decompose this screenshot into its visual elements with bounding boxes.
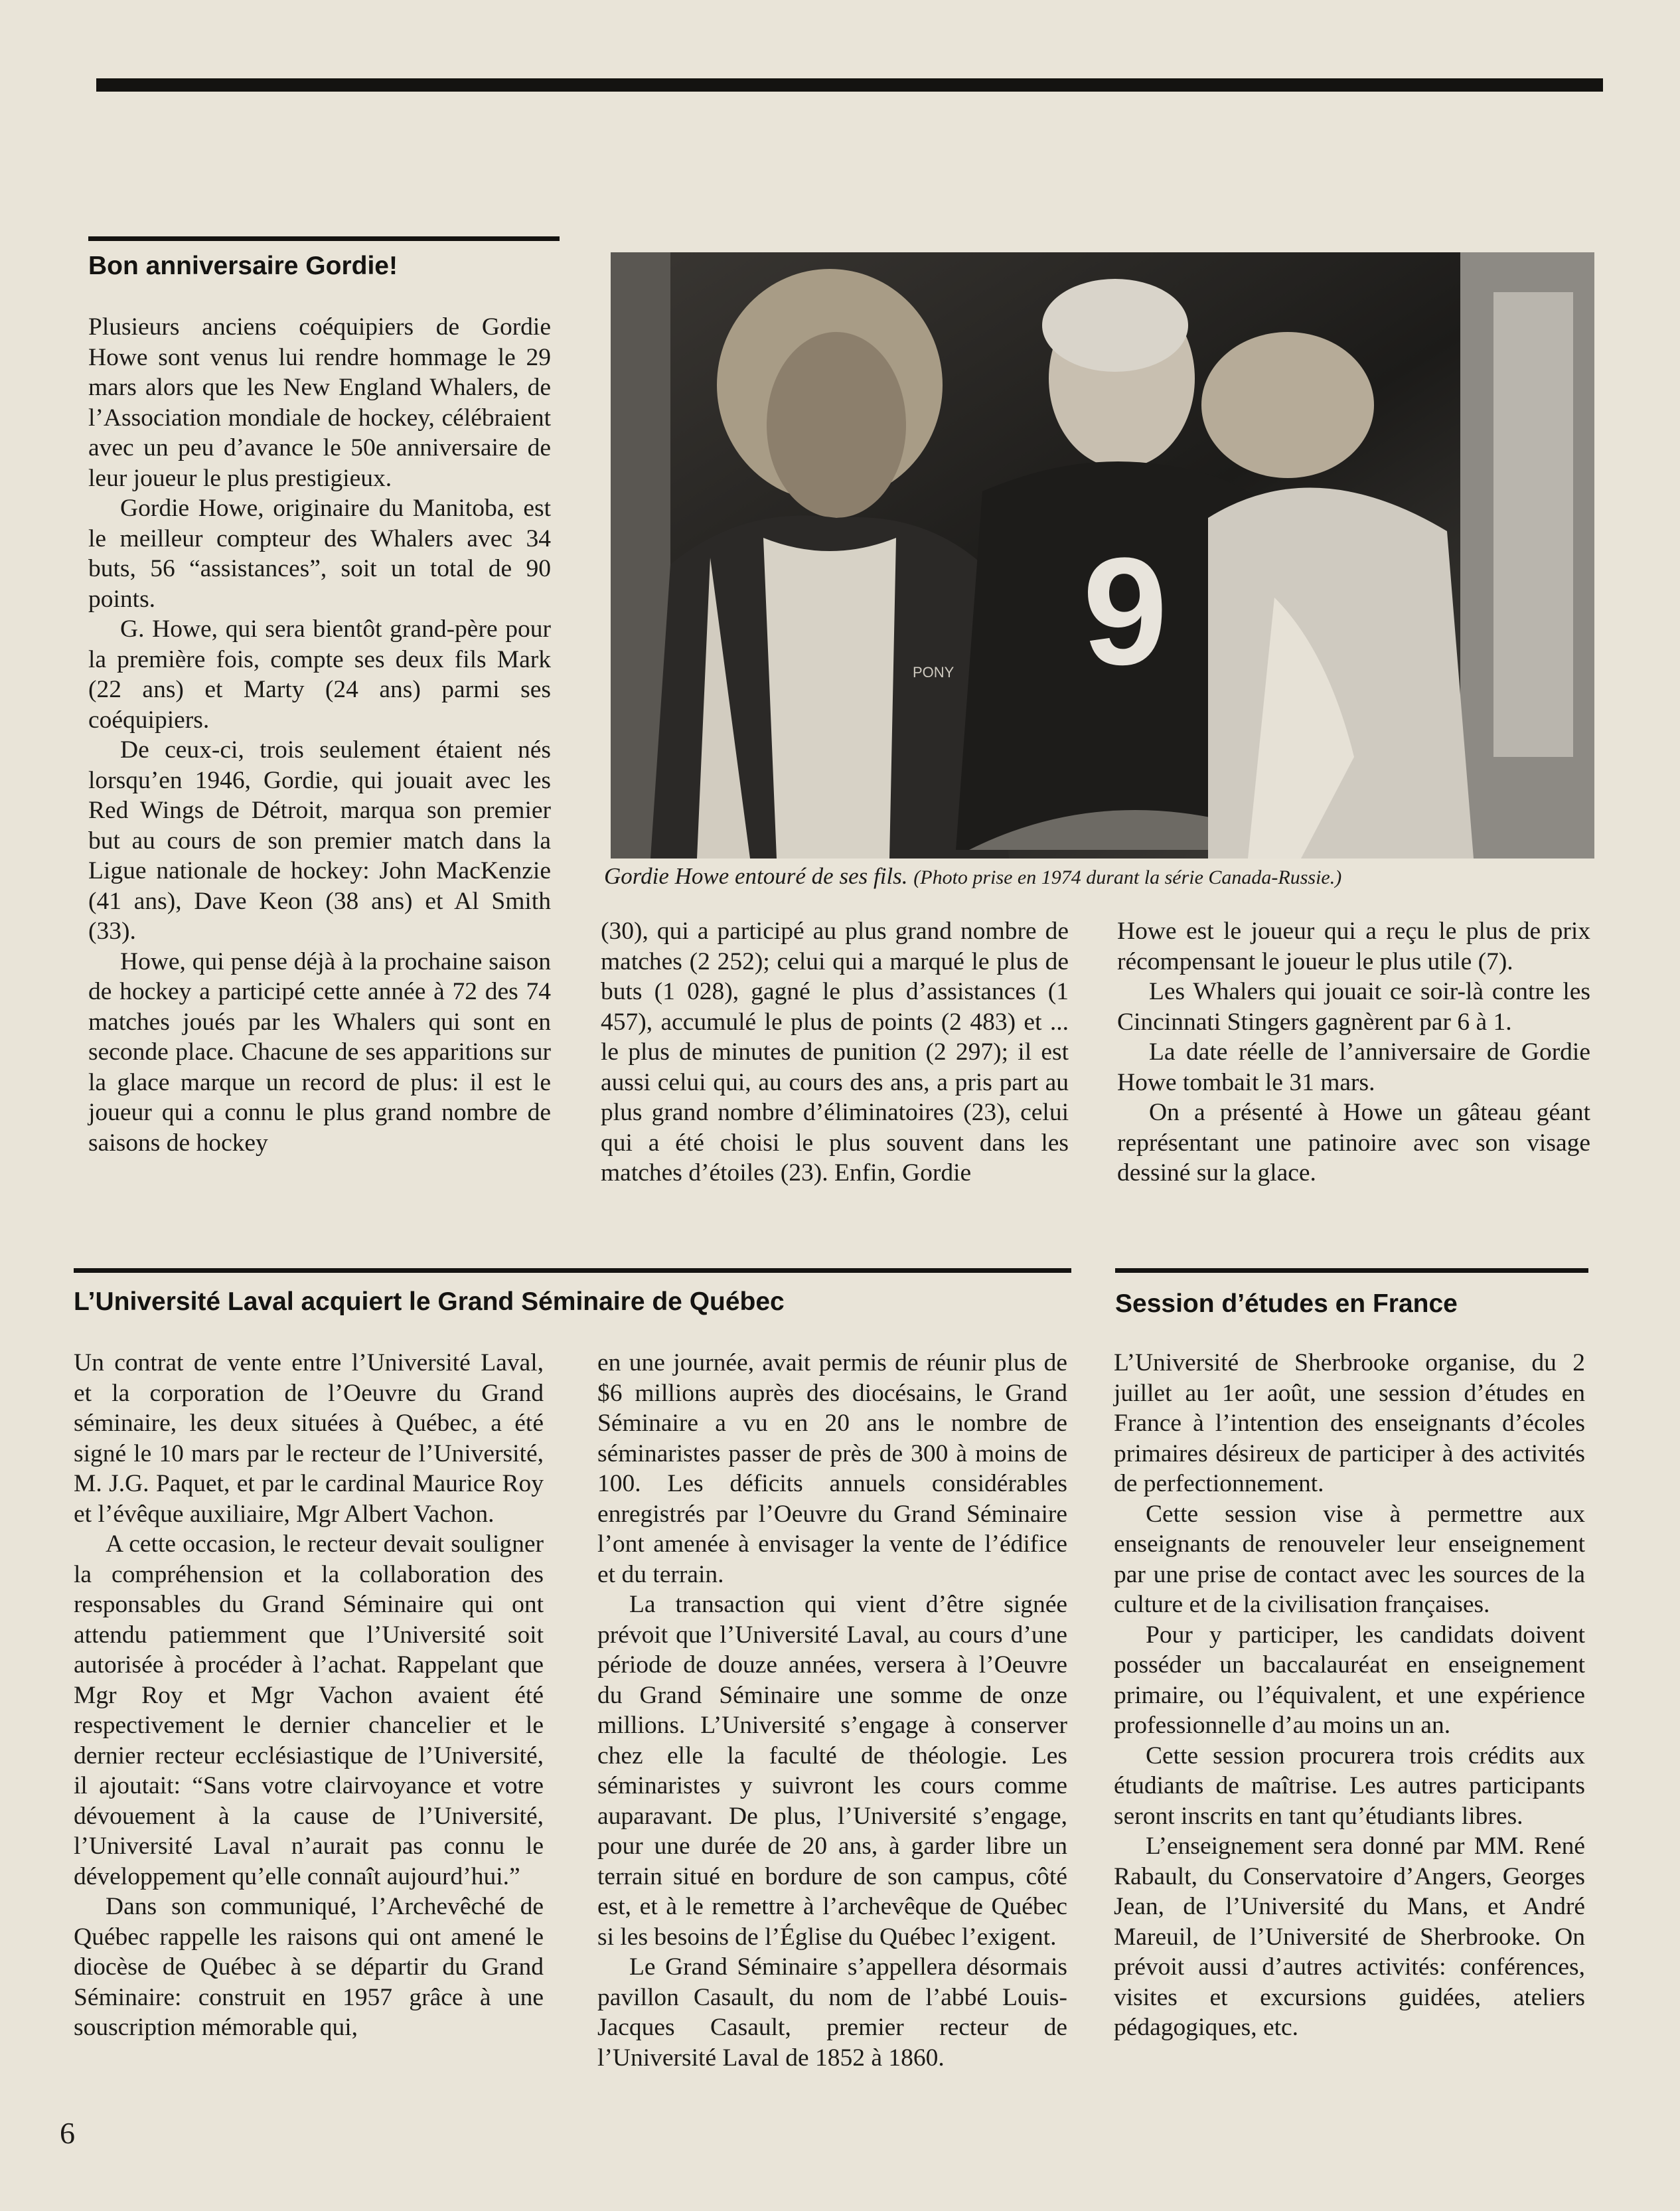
paragraph: On a présenté à Howe un gâteau géant représentant une patinoire avec son visage dessiné sur la glace. bbox=[1117, 1099, 1590, 1187]
paragraph: La date réelle de l’anniversaire de Gordie Howe tombait le 31 mars. bbox=[1117, 1038, 1590, 1096]
paragraph: Plusieurs anciens coéquipiers de Gordie Howe sont venus lui rendre hommage le 29 mars alors que les New England Whalers, de l’Association mondiale de hockey, célébraient avec un peu d’avance le 50e anniversaire de leur joueur le plus prestigieux. bbox=[88, 313, 551, 492]
gordie-column-1 bbox=[88, 312, 551, 1158]
section-rule bbox=[1115, 1268, 1588, 1273]
paragraph: Cette session vise à permettre aux enseignants de renouveler leur enseignement par une prise de contact avec les sources de la culture et de la civilisation françaises. bbox=[1114, 1500, 1585, 1618]
photo-image bbox=[611, 252, 1594, 859]
laval-column-2 bbox=[597, 1348, 1067, 2073]
france-column bbox=[1114, 1348, 1585, 2043]
paragraph: L’enseignement sera donné par MM. René Rabault, du Conservatoire d’Angers, Georges Jean, de l’Université du Mans, et André Mareuil, de l’Université de Sherbrooke. On prévoit aussi d’autres activités: conférences, visites et excursions guidées, ateliers pédagogiques, etc. bbox=[1114, 1833, 1585, 2041]
laval-column-1 bbox=[74, 1348, 544, 2043]
section-rule bbox=[74, 1268, 1071, 1273]
caption-text: Gordie Howe entouré de ses fils. bbox=[604, 863, 908, 889]
paragraph: Les Whalers qui jouait ce soir-là contre les Cincinnati Stingers gagnèrent par 6 à 1. bbox=[1117, 978, 1590, 1036]
section-rule bbox=[88, 236, 560, 241]
paragraph: L’Université de Sherbrooke organise, du 2 juillet au 1er août, une session d’études en France à l’intention des enseignants d’écoles primaires désireux de participer à des activités de perfectionnement. bbox=[1114, 1349, 1585, 1497]
jacket-logo: PONY bbox=[913, 664, 955, 681]
paragraph: Howe, qui pense déjà à la prochaine saison de hockey a participé cette année à 72 des 74 matches joués par les Whalers qui sont en seconde place. Chacune de ses apparitions sur la glace marque un record de plus: il est le joueur qui a connu le plus grand nombre de saisons de hockey bbox=[88, 947, 551, 1157]
paragraph: Pour y participer, les candidats doivent posséder un baccalauréat en enseignement primaire, ou l’équivalent, et une expérience professionnelle d’au moins un an. bbox=[1114, 1621, 1585, 1739]
top-rule bbox=[96, 78, 1603, 92]
paragraph: Un contrat de vente entre l’Université Laval, et la corporation de l’Oeuvre du Grand séminaire, les deux situées à Québec, a été signé le 10 mars par le recteur de l’Université, M. J.G. Paquet, et par le cardinal Maurice Roy et l’évêque auxiliaire, Mgr Albert Vachon. bbox=[74, 1349, 544, 1528]
paragraph: Cette session procurera trois crédits aux étudiants de maîtrise. Les autres participants seront inscrits en tant qu’étudiants libres. bbox=[1114, 1742, 1585, 1830]
paragraph: Dans son communiqué, l’Archevêché de Québec rappelle les raisons qui ont amené le diocèse de Québec à se départir du Grand Séminaire: construit en 1957 grâce à une souscription mémorable qui, bbox=[74, 1893, 544, 2041]
paragraph: Gordie Howe, originaire du Manitoba, est le meilleur compteur des Whalers avec 34 buts, 56 “assistances”, soit un total de 90 points. bbox=[88, 495, 551, 613]
paragraph: Le Grand Séminaire s’appellera désormais pavillon Casault, du nom de l’abbé Louis-Jacques Casault, premier recteur de l’Université Laval de 1852 à 1860. bbox=[597, 1953, 1067, 2072]
page-number: 6 bbox=[60, 2116, 75, 2150]
paragraph: La transaction qui vient d’être signée prévoit que l’Université Laval, au cours d’une période de douze années, versera à l’Oeuvre du Grand Séminaire une somme de onze millions. L’Université s’engage à conserver chez elle la faculté de théologie. Les séminaristes y suivront les cours comme auparavant. De plus, l’Université s’engage, pour une durée de 20 ans, à garder libre un terrain situé en bordure de son campus, côté est, et à le remettre à l’archevêque de Québec si les besoins de l’Église du Québec l’exigent. bbox=[597, 1591, 1067, 1951]
paragraph: (30), qui a participé au plus grand nombre de matches (2 252); celui qui a marqué le plus de buts (1 028), gagné le plus d’assistances (1 457), accumulé le plus de points (2 483) et ... le plus de minutes de punition (2 297); il est aussi celui qui, au cours des ans, a pris part au plus grand nombre d’éliminatoires (23), celui qui a été choisi le plus souvent dans les matches d’étoiles (23). Enfin, Gordie bbox=[601, 918, 1069, 1187]
jersey-number: 9 bbox=[1083, 526, 1168, 696]
photo-caption bbox=[604, 862, 1600, 892]
paragraph: en une journée, avait permis de réunir plus de $6 millions auprès des diocésains, le Grand Séminaire a vu en 20 ans le nombre de séminaristes passer de près de 300 à moins de 100. Les déficits annuels considérables enregistrés par l’Oeuvre du Grand Séminaire l’ont amenée à envisager la vente de l’édifice et du terrain. bbox=[597, 1349, 1067, 1588]
hockey-photo bbox=[611, 252, 1594, 859]
paragraph: G. Howe, qui sera bientôt grand-père pour la première fois, compte ses deux fils Mark (22 ans) et Marty (24 ans) parmi ses coéquipiers. bbox=[88, 615, 551, 734]
article-headline: Session d’études en France bbox=[1115, 1289, 1458, 1318]
paragraph: A cette occasion, le recteur devait souligner la compréhension et la collaboration des responsables du Grand Séminaire qui ont attendu patiemment que l’Université soit autorisée à procéder à l’achat. Rappelant que Mgr Roy et Mgr Vachon avaient été respectivement le dernier chancelier et le dernier recteur ecclésiastique de l’Université, il ajoutait: “Sans votre clairvoyance et votre dévouement à la cause de l’Université, l’Université Laval n’aurait pas connu le développement qu’elle connaît aujourd’hui.” bbox=[74, 1530, 544, 1890]
paragraph: Howe est le joueur qui a reçu le plus de prix récompensant le joueur le plus utile (7). bbox=[1117, 918, 1590, 975]
gordie-column-2 bbox=[601, 916, 1069, 1188]
article-headline: L’Université Laval acquiert le Grand Séminaire de Québec bbox=[74, 1287, 785, 1316]
gordie-column-3 bbox=[1117, 916, 1590, 1188]
paragraph: De ceux-ci, trois seulement étaient nés lorsqu’en 1946, Gordie, qui jouait avec les Red Wings de Détroit, marqua son premier but au cours de son premier match dans la Ligue nationale de hockey: John MacKenzie (41 ans), Dave Keon (38 ans) et Al Smith (33). bbox=[88, 736, 551, 945]
photo-credit: (Photo prise en 1974 durant la série Canada-Russie.) bbox=[913, 866, 1342, 888]
article-headline: Bon anniversaire Gordie! bbox=[88, 252, 398, 280]
